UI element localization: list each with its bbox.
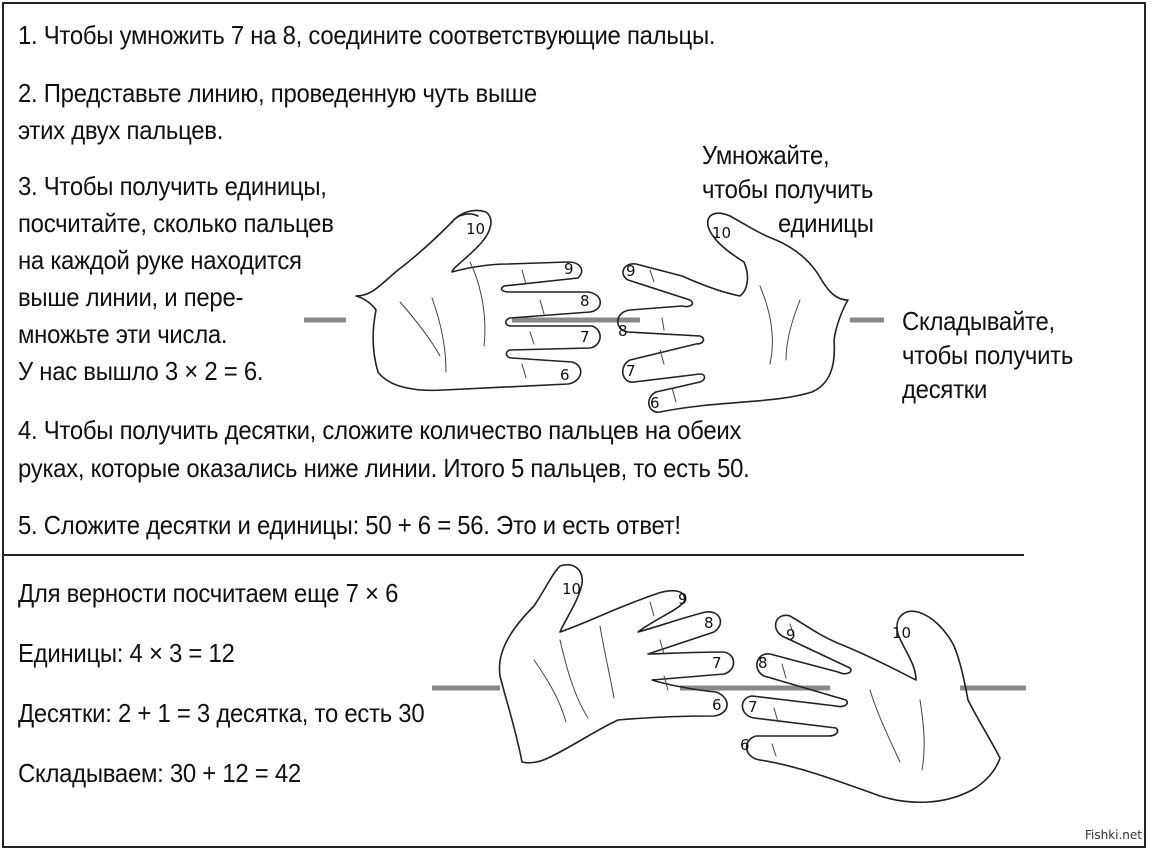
finger-number: 9 (786, 626, 796, 644)
step-3-line-5: множьте эти числа. (18, 319, 228, 349)
check-title: Для верности посчитаем еще 7 × 6 (18, 578, 399, 608)
finger-number: 10 (712, 224, 732, 242)
finger-number: 7 (580, 328, 590, 346)
finger-number: 8 (704, 614, 714, 632)
step-3-line-4: выше линии, и пере- (18, 282, 244, 312)
hand-bottom-left (499, 565, 733, 763)
watermark: Fishki.net (1084, 828, 1142, 842)
step-3-line-3: на каждой руке находится (18, 245, 302, 275)
hand-bottom-right (742, 611, 1000, 802)
step-5: 5. Сложите десятки и единицы: 50 + 6 = 56. Это и есть ответ! (18, 510, 681, 540)
finger-number: 7 (748, 698, 758, 716)
step-2-line-1: 2. Представьте линию, проведенную чуть выше (18, 78, 537, 108)
finger-number: 8 (758, 654, 768, 672)
finger-number: 8 (618, 322, 628, 340)
finger-number: 9 (678, 590, 688, 608)
finger-number: 10 (562, 580, 582, 598)
hand-top-right (618, 213, 848, 412)
callout-add-line-1: Складывайте, (902, 306, 1055, 336)
finger-number: 7 (626, 362, 636, 380)
check-tens: Десятки: 2 + 1 = 3 десятка, то есть 30 (18, 698, 425, 728)
callout-multiply-line-1: Умножайте, (702, 140, 830, 170)
finger-number: 10 (892, 624, 912, 642)
step-4-line-1: 4. Чтобы получить десятки, сложите количество пальцев на обеих (18, 415, 742, 445)
check-sum: Складываем: 30 + 12 = 42 (18, 758, 301, 788)
finger-number: 10 (466, 220, 486, 238)
step-3-line-2: посчитайте, сколько пальцев (18, 208, 334, 238)
finger-number: 8 (580, 292, 590, 310)
callout-add-line-3: десятки (902, 374, 988, 404)
finger-number: 9 (626, 262, 636, 280)
step-4-line-2: руках, которые оказались ниже линии. Итого 5 пальцев, то есть 50. (18, 453, 750, 483)
finger-number: 6 (740, 736, 750, 754)
finger-number: 6 (650, 394, 660, 412)
step-3-line-1: 3. Чтобы получить единицы, (18, 171, 327, 201)
callout-add-line-2: чтобы получить (902, 340, 1074, 370)
finger-number: 7 (712, 654, 722, 672)
check-units: Единицы: 4 × 3 = 12 (18, 638, 235, 668)
step-2-line-2: этих двух пальцев. (18, 115, 224, 145)
callout-multiply-line-2: чтобы получить (702, 174, 874, 204)
step-1: 1. Чтобы умножить 7 на 8, соедините соответствующие пальцы. (18, 20, 716, 50)
finger-number: 9 (564, 260, 574, 278)
finger-number: 6 (712, 696, 722, 714)
step-3-line-6: У нас вышло 3 × 2 = 6. (18, 356, 264, 386)
bottom-left-finger-numbers (562, 580, 722, 714)
finger-number: 6 (560, 366, 570, 384)
callout-multiply-line-3: единицы (778, 208, 874, 238)
